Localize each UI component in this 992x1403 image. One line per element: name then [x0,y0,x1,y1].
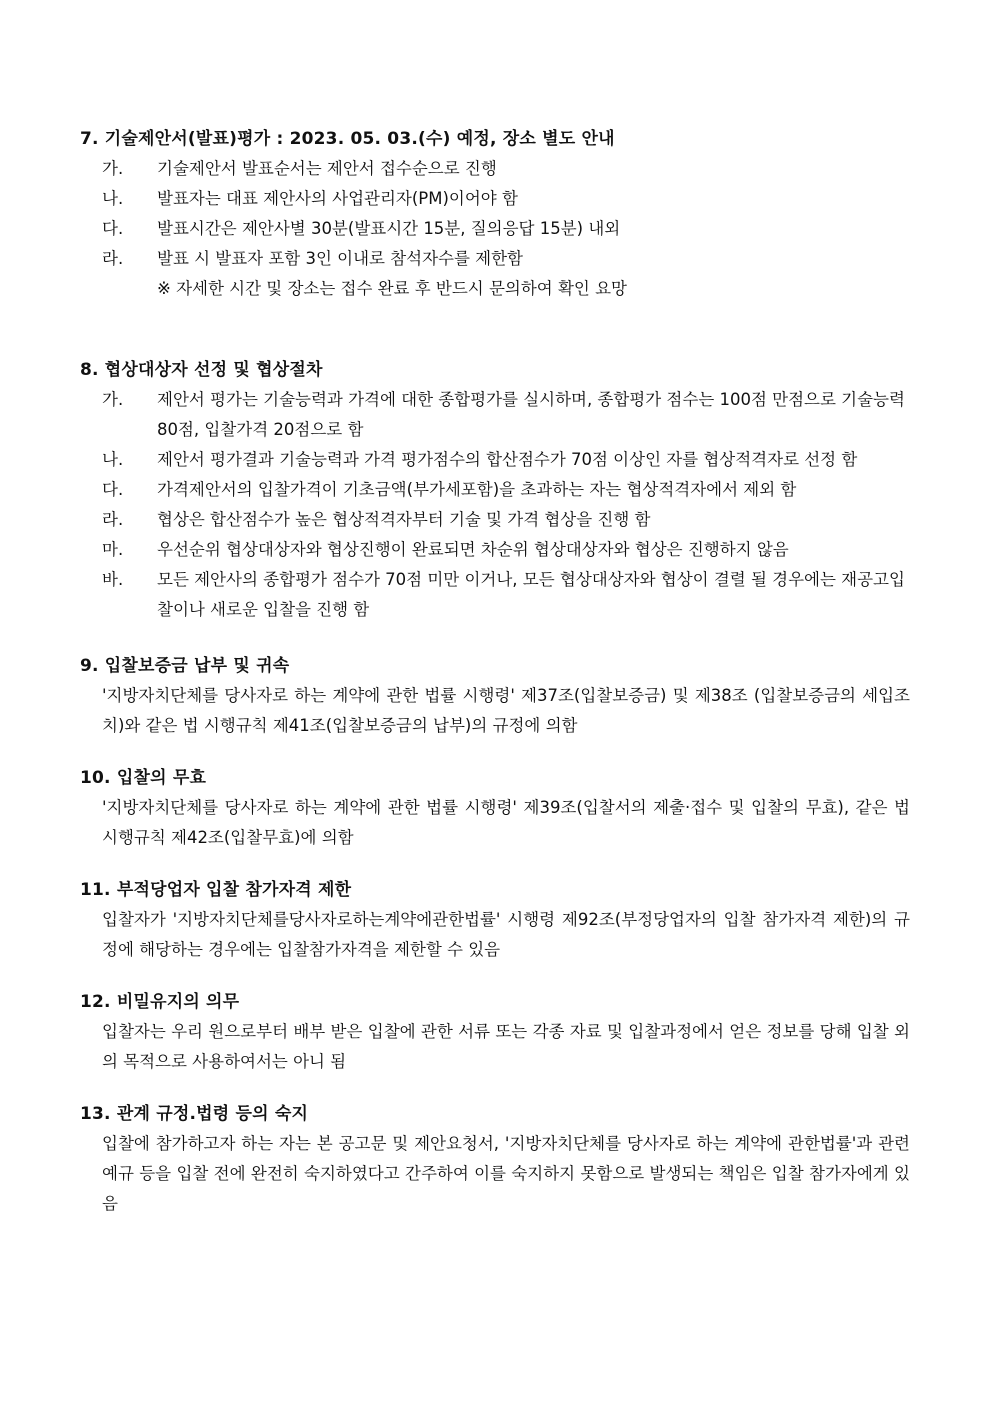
item-marker: 나. [102,450,124,469]
section-heading: 12. 비밀유지의 의무 [80,992,240,1012]
item-text: 모든 제안사의 종합평가 점수가 70점 미만 이거나, 모든 협상대상자와 협상이 결렬 될 경우에는 재공고입찰이나 새로운 입찰을 진행 함 [157,570,905,619]
section-9 [80,651,910,741]
list-item [102,565,910,625]
section-10 [80,763,910,853]
section-12 [80,987,910,1077]
item-marker: 마. [102,540,124,559]
section-heading: 7. 기술제안서(발표)평가 : 2023. 05. 03.(수) 예정, 장소 별도 안내 [80,129,615,149]
section-heading: 10. 입찰의 무효 [80,768,207,788]
list-item [102,445,910,475]
item-text: 발표 시 발표자 포함 3인 이내로 참석자수를 제한함 [157,249,523,268]
item-text: 가격제안서의 입찰가격이 기초금액(부가세포함)을 초과하는 자는 협상적격자에서 제외 함 [157,480,797,499]
item-marker: 나. [102,189,124,208]
item-text: 협상은 합산점수가 높은 협상적격자부터 기술 및 가격 협상을 진행 함 [157,510,651,529]
section-11 [80,875,910,965]
item-text: 발표자는 대표 제안사의 사업관리자(PM)이어야 함 [157,189,518,208]
item-marker: 가. [102,159,124,178]
list-item [102,505,910,535]
item-marker: 다. [102,480,124,499]
section-8 [80,355,910,625]
section-7 [80,124,910,304]
list-item [102,475,910,505]
section-paragraph: 입찰에 참가하고자 하는 자는 본 공고문 및 제안요청서, '지방자치단체를 당사자로 하는 계약에 관한법률'과 관련 예규 등을 입찰 전에 완전히 숙지하였다고 간주하여 이를 숙지하지 못함으로 발생되는 책임은 입찰 참가자에게 있음 [102,1134,910,1213]
document-body [80,124,910,1219]
section-heading: 9. 입찰보증금 납부 및 귀속 [80,656,290,676]
section-heading: 13. 관계 규정.법령 등의 숙지 [80,1104,309,1124]
item-marker: 가. [102,390,124,409]
item-text: 제안서 평가결과 기술능력과 가격 평가점수의 합산점수가 70점 이상인 자를 협상적격자로 선정 함 [157,450,858,469]
section-paragraph: 입찰자는 우리 원으로부터 배부 받은 입찰에 관한 서류 또는 각종 자료 및 입찰과정에서 얻은 정보를 당해 입찰 외의 목적으로 사용하여서는 아니 됨 [102,1022,910,1071]
section-13 [80,1099,910,1219]
item-text: 기술제안서 발표순서는 제안서 접수순으로 진행 [157,159,497,178]
list-item [102,385,910,445]
item-text: 발표시간은 제안사별 30분(발표시간 15분, 질의응답 15분) 내외 [157,219,621,238]
section-paragraph: '지방자치단체를 당사자로 하는 계약에 관한 법률 시행령' 제39조(입찰서의 제출·접수 및 입찰의 무효), 같은 법 시행규칙 제42조(입찰무효)에 의함 [102,798,910,847]
section-paragraph: '지방자치단체를 당사자로 하는 계약에 관한 법률 시행령' 제37조(입찰보증금) 및 제38조 (입찰보증금의 세입조치)와 같은 법 시행규칙 제41조(입찰보증금의 납부)의 규정에 의함 [102,686,910,735]
list-item [102,535,910,565]
section-paragraph: 입찰자가 '지방자치단체를당사자로하는계약에관한법률' 시행령 제92조(부정당업자의 입찰 참가자격 제한)의 규정에 해당하는 경우에는 입찰참가자격을 제한할 수 있음 [102,910,910,959]
list-item [102,184,910,214]
item-text: 우선순위 협상대상자와 협상진행이 완료되면 차순위 협상대상자와 협상은 진행하지 않음 [157,540,789,559]
note-text: ※ 자세한 시간 및 장소는 접수 완료 후 반드시 문의하여 확인 요망 [157,279,627,298]
list-item [102,154,910,184]
item-marker: 라. [102,249,124,268]
list-item [102,214,910,244]
item-marker: 바. [102,570,124,589]
item-marker: 다. [102,219,124,238]
list-item [102,244,910,274]
item-marker: 라. [102,510,124,529]
section-heading: 11. 부적당업자 입찰 참가자격 제한 [80,880,352,900]
item-text: 제안서 평가는 기술능력과 가격에 대한 종합평가를 실시하며, 종합평가 점수는 100점 만점으로 기술능력 80점, 입찰가격 20점으로 함 [157,390,905,439]
section-heading: 8. 협상대상자 선정 및 협상절차 [80,360,323,380]
